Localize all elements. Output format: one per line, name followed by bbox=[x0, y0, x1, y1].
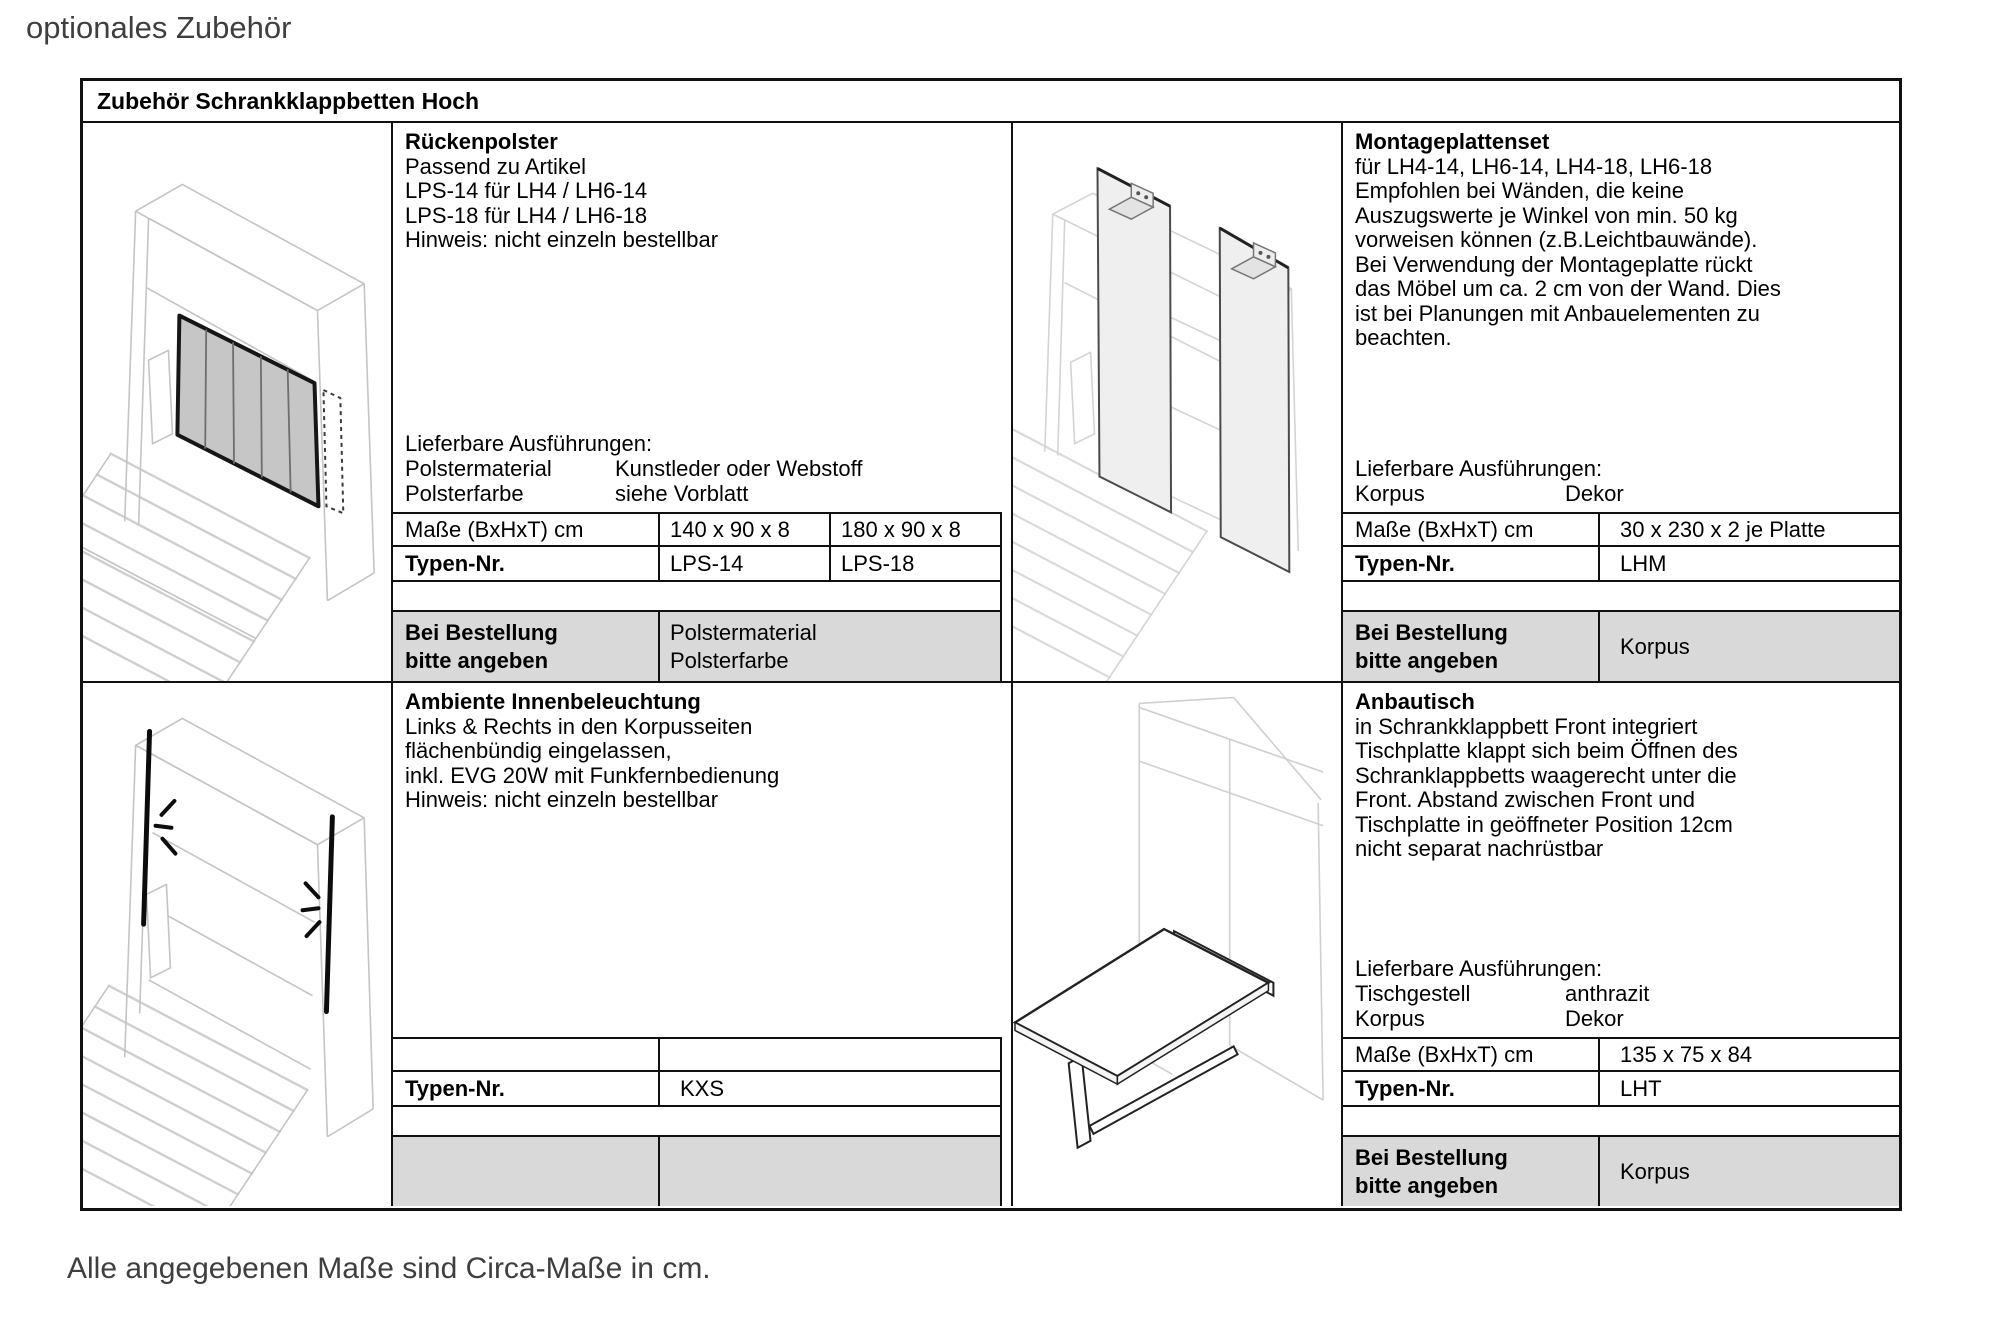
typ-row bbox=[393, 547, 1000, 582]
order-row bbox=[1343, 612, 1899, 681]
description-line: Tischplatte in geöffneter Position 12cm bbox=[1355, 811, 1733, 837]
description-line: Tischplatte klappt sich beim Öffnen des bbox=[1355, 738, 1738, 763]
spec-table bbox=[393, 512, 1002, 681]
masse-row bbox=[1343, 1039, 1899, 1072]
order-row bbox=[393, 1137, 1000, 1206]
version-row bbox=[405, 481, 1001, 506]
innenbeleuchtung-drawing-cell bbox=[83, 683, 393, 1206]
version-label: Polstermaterial bbox=[405, 456, 552, 481]
typ-row bbox=[1343, 1072, 1899, 1107]
bed-slats bbox=[83, 986, 308, 1206]
wall-bed-with-back-cushion-drawing bbox=[83, 123, 391, 681]
typ-label: Typen-Nr. bbox=[1343, 1072, 1600, 1105]
description-line: Hinweis: nicht einzeln bestellbar bbox=[405, 787, 719, 812]
masse-row bbox=[1343, 514, 1899, 547]
empty-value bbox=[660, 1039, 1000, 1070]
version-value: anthrazit bbox=[1565, 981, 1650, 1006]
versions-heading: Lieferbare Ausführungen: bbox=[405, 431, 653, 456]
description-line: das Möbel um ca. 2 cm von der Wand. Dies bbox=[1355, 276, 1781, 301]
order-value: Korpus bbox=[1620, 1158, 1690, 1184]
product-description bbox=[393, 683, 1011, 813]
description-line: beachten. bbox=[1355, 325, 1452, 350]
order-value bbox=[660, 1137, 1000, 1206]
version-label: Korpus bbox=[1355, 481, 1425, 506]
mounting-plates bbox=[1097, 168, 1289, 572]
spec-table bbox=[1343, 1037, 1899, 1206]
description-line: Schranklappbetts waagerecht unter die bbox=[1355, 762, 1737, 788]
spec-table bbox=[393, 1037, 1002, 1206]
product-title: Montageplattenset bbox=[1355, 129, 1550, 154]
description-line: Passend zu Artikel bbox=[405, 153, 586, 179]
description-line: flächenbündig eingelassen, bbox=[405, 738, 672, 763]
rueckenpolster-drawing-cell bbox=[83, 123, 393, 683]
versions-block bbox=[393, 431, 1011, 512]
innenbeleuchtung-details bbox=[393, 683, 1013, 1206]
spacer-row bbox=[393, 1107, 1000, 1137]
masse-label: Maße (BxHxT) cm bbox=[1343, 1039, 1600, 1070]
description-line: Front. Abstand zwischen Front und bbox=[1355, 787, 1695, 812]
product-description bbox=[1343, 123, 1899, 351]
spec-table bbox=[1343, 512, 1899, 681]
empty-label bbox=[393, 1039, 660, 1070]
versions-heading: Lieferbare Ausführungen: bbox=[1355, 456, 1603, 481]
typ-label: Typen-Nr. bbox=[393, 547, 660, 580]
description-line: LPS-18 für LH4 / LH6-18 bbox=[405, 202, 648, 228]
typ-label: Typen-Nr. bbox=[1343, 547, 1600, 580]
empty-row bbox=[393, 1039, 1000, 1072]
version-value: Dekor bbox=[1565, 481, 1624, 506]
table-body bbox=[83, 123, 1899, 1206]
product-description bbox=[393, 123, 1011, 253]
version-row bbox=[1355, 981, 1889, 1006]
description-line: in Schrankklappbett Front integriert bbox=[1355, 713, 1698, 739]
left-plate bbox=[1097, 168, 1171, 512]
rueckenpolster-details bbox=[393, 123, 1013, 683]
masse-value: 180 x 90 x 8 bbox=[841, 516, 961, 542]
description-line: Bei Verwendung der Montageplatte rückt bbox=[1355, 251, 1753, 277]
fold-out-table bbox=[1015, 929, 1273, 1148]
product-title: Ambiente Innenbeleuchtung bbox=[405, 689, 701, 714]
product-description bbox=[1343, 683, 1899, 862]
description-line: für LH4-14, LH6-14, LH4-18, LH6-18 bbox=[1355, 153, 1713, 179]
typ-value: LPS-14 bbox=[660, 547, 831, 580]
page-title: optionales Zubehör bbox=[26, 10, 292, 45]
typ-row bbox=[1343, 547, 1899, 582]
masse-row bbox=[393, 514, 1000, 547]
masse-label: Maße (BxHxT) cm bbox=[393, 514, 660, 545]
cushion-dashed-outline bbox=[323, 390, 343, 513]
version-row bbox=[1355, 481, 1889, 506]
version-value: Kunstleder oder Webstoff bbox=[615, 456, 863, 481]
version-row bbox=[1355, 1006, 1889, 1031]
spacer-row bbox=[1343, 582, 1899, 612]
order-value: Korpus bbox=[1620, 633, 1690, 659]
spacer-row bbox=[1343, 1107, 1899, 1137]
version-label: Polsterfarbe bbox=[405, 481, 524, 506]
order-row bbox=[1343, 1137, 1899, 1206]
version-row bbox=[405, 456, 1001, 481]
anbautisch-drawing-cell bbox=[1013, 683, 1343, 1206]
order-label bbox=[393, 1137, 660, 1206]
typ-row bbox=[393, 1072, 1000, 1107]
order-label: Bei Bestellung bitte angeben bbox=[1343, 1137, 1600, 1206]
order-label: Bei Bestellung bitte angeben bbox=[393, 612, 660, 681]
description-line: Links & Rechts in den Korpusseiten bbox=[405, 713, 753, 739]
footer-note: Alle angegebenen Maße sind Circa-Maße in cm. bbox=[67, 1252, 711, 1285]
version-label: Tischgestell bbox=[1355, 981, 1471, 1006]
description-line: Hinweis: nicht einzeln bestellbar bbox=[405, 227, 719, 252]
description-line: Auszugswerte je Winkel von min. 50 kg bbox=[1355, 202, 1738, 228]
typ-value: LHT bbox=[1620, 1075, 1662, 1101]
versions-heading: Lieferbare Ausführungen: bbox=[1355, 956, 1603, 981]
version-label: Korpus bbox=[1355, 1006, 1425, 1031]
typ-value: LHM bbox=[1620, 550, 1667, 576]
version-value: siehe Vorblatt bbox=[615, 481, 749, 506]
description-line: nicht separat nachrüstbar bbox=[1355, 836, 1604, 861]
description-line: Empfohlen bei Wänden, die keine bbox=[1355, 178, 1684, 203]
table-header: Zubehör Schrankklappbetten Hoch bbox=[83, 81, 1899, 123]
montageplattenset-drawing-cell bbox=[1013, 123, 1343, 683]
montageplattenset-details bbox=[1343, 123, 1899, 683]
bed-slats bbox=[83, 454, 310, 681]
masse-value: 135 x 75 x 84 bbox=[1620, 1041, 1753, 1067]
typ-label: Typen-Nr. bbox=[393, 1072, 660, 1105]
description-line: vorweisen können (z.B.Leichtbauwände). bbox=[1355, 227, 1758, 252]
typ-value: KXS bbox=[680, 1075, 725, 1101]
right-plate bbox=[1220, 228, 1290, 572]
typ-value: LPS-18 bbox=[841, 550, 915, 576]
anbautisch-details bbox=[1343, 683, 1899, 1206]
spacer-row bbox=[393, 582, 1000, 612]
product-title: Anbautisch bbox=[1355, 689, 1475, 714]
right-led-strip bbox=[326, 817, 332, 1012]
versions-block bbox=[1343, 956, 1899, 1037]
description-line: inkl. EVG 20W mit Funkfernbedienung bbox=[405, 762, 780, 788]
product-title: Rückenpolster bbox=[405, 129, 558, 154]
accessories-table bbox=[80, 78, 1902, 1211]
description-line: LPS-14 für LH4 / LH6-14 bbox=[405, 178, 648, 203]
masse-label: Maße (BxHxT) cm bbox=[1343, 514, 1600, 545]
version-value: Dekor bbox=[1565, 1006, 1624, 1031]
order-label: Bei Bestellung bitte angeben bbox=[1343, 612, 1600, 681]
description-line: ist bei Planungen mit Anbauelementen zu bbox=[1355, 300, 1760, 326]
table-leg bbox=[1069, 1056, 1091, 1147]
masse-value: 140 x 90 x 8 bbox=[660, 514, 831, 545]
versions-block bbox=[1343, 456, 1899, 512]
mounting-plates-drawing bbox=[1013, 123, 1341, 681]
order-value: Polstermaterial Polsterfarbe bbox=[670, 619, 817, 673]
wall-bed-with-led-strips-drawing bbox=[83, 683, 391, 1206]
masse-value: 30 x 230 x 2 je Platte bbox=[1620, 516, 1826, 542]
wall-bed-with-fold-table-drawing bbox=[1013, 683, 1341, 1206]
order-row bbox=[393, 612, 1000, 681]
